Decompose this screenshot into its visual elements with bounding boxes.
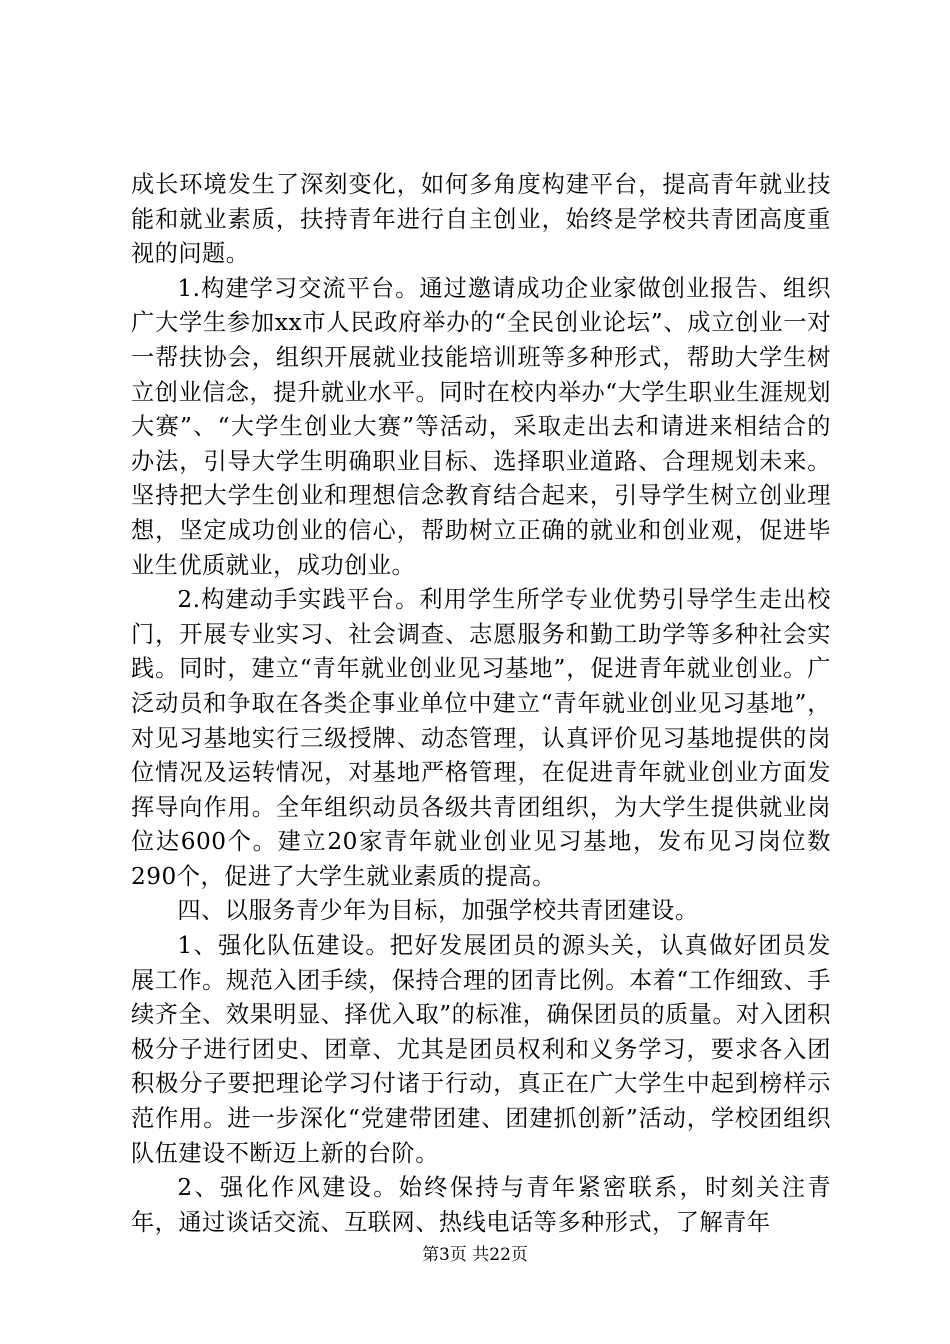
paragraph: 2.构建动手实践平台。利用学生所学专业优势引导学生走出校门，开展专业实习、社会调查、志愿服务和勤工助学等多种社会实践。同时，建立“青年就业创业见习基地”，促进青年就业创业。广泛动员和争取在各类企事业单位中建立“青年就业创业见习基地”，对见习基地实行三级授牌、动态管理，认真评价见习基地提供的岗位情况及运转情况，对基地严格管理，在促进青年就业创业方面发挥导向作用。全年组织动员各级共青团组织，为大学生提供就业岗位达600个。建立20家青年就业创业见习基地，发布见习岗位数290个，促进了大学生就业素质的提高。 (131, 586, 831, 890)
section-heading: 四、以服务青少年为目标，加强学校共青团建设。 (177, 897, 699, 925)
paragraph: 1.构建学习交流平台。通过邀请成功企业家做创业报告、组织广大学生参加xx市人民政府举办的“全民创业论坛”、成立创业一对一帮扶协会，组织开展就业技能培训班等多种形式，帮助大学生树立创业信念，提升就业水平。同时在校内举办“大学生职业生涯规划大赛”、“大学生创业大赛”等活动，采取走出去和请进来相结合的办法，引导大学生明确职业目标、选择职业道路、合理规划未来。坚持把大学生创业和理想信念教育结合起来，引导学生树立创业理想，坚定成功创业的信心，帮助树立正确的就业和创业观，促进毕业生优质就业，成功创业。 (131, 274, 831, 579)
paragraph: 2、强化作风建设。始终保持与青年紧密联系，时刻关注青年，通过谈话交流、互联网、热线电话等多种形式，了解青年 (131, 1174, 831, 1236)
paragraph: 成长环境发生了深刻变化，如何多角度构建平台，提高青年就业技能和就业素质，扶持青年进行自主创业，始终是学校共青团高度重视的问题。 (131, 171, 831, 268)
paragraph: 1、强化队伍建设。把好发展团员的源头关，认真做好团员发展工作。规范入团手续，保持合理的团青比例。本着“工作细致、手续齐全、效果明显、择优入取”的标准，确保团员的质量。对入团积极分子进行团史、团章、尤其是团员权利和义务学习，要求各入团积极分子要把理论学习付诸于行动，真正在广大学生中起到榜样示范作用。进一步深化“党建带团建、团建抓创新”活动，学校团组织队伍建设不断迈上新的台阶。 (131, 932, 831, 1167)
page-footer: 第3页 共22页 (422, 1245, 528, 1265)
document-body (131, 168, 831, 1240)
